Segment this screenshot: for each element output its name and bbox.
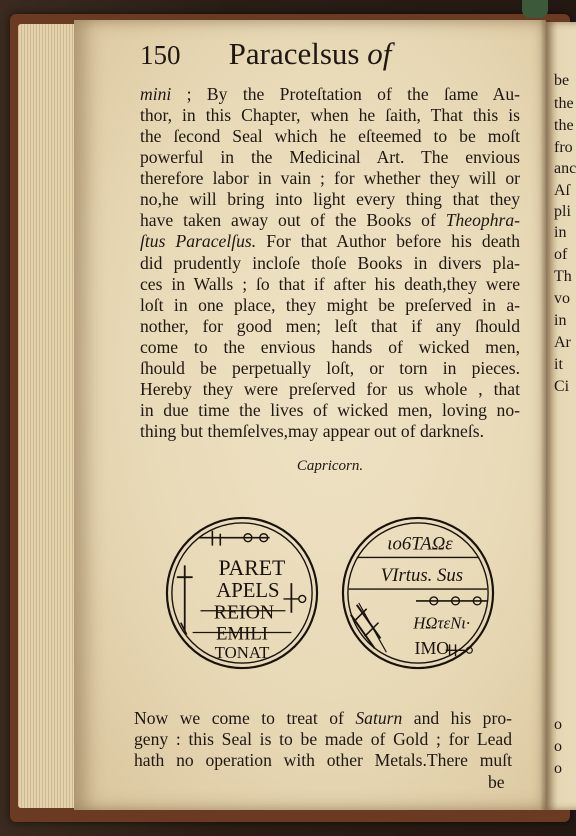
seal-left	[163, 514, 321, 672]
bottom-line: hath no operation with other Metals.There muſt	[134, 750, 512, 771]
body-line: nother, for good men; leſt that if any ſhould	[140, 315, 520, 336]
next-page-fragment: Ci	[554, 378, 570, 395]
seal-left-line-3: REION	[213, 601, 275, 624]
seal-right-top: ιο6ΤΑΩε	[387, 533, 453, 555]
next-page-fragment: it	[554, 356, 563, 373]
body-line: come to the envious hands of wicked men,	[140, 336, 520, 357]
next-page-fragment: o	[554, 760, 562, 777]
body-line: did prudently incloſe thoſe Books in divers pla-	[140, 252, 520, 273]
body-line: thing but themſelves,may appear out of darkneſs.	[140, 421, 484, 441]
caption: Capricorn.	[296, 458, 364, 474]
body-line: therefore labor in vain ; for whether they will or	[140, 168, 520, 189]
body-line: ſtus Paracelſus. For that Author before his death	[140, 231, 520, 252]
bookmark-ribbon	[522, 0, 548, 18]
bottom-line: Now we come to treat of Saturn and his pro-	[134, 708, 512, 728]
body-line: thor, in this Chapter, when he ſaith, That this is	[140, 105, 520, 126]
next-page-fragment: vo	[554, 290, 570, 307]
running-head-main: Paracelsus	[228, 36, 368, 71]
next-page-fragment: the	[554, 117, 574, 134]
body-text	[140, 84, 520, 442]
seal-left-line-2: APELS	[216, 579, 280, 602]
page-edges	[18, 24, 78, 808]
bottom-text	[134, 708, 512, 771]
body-line: in due time the lives of wicked men, loving no-	[140, 399, 520, 420]
seal-left-drawing	[163, 514, 321, 672]
next-page-fragment: Ar	[554, 334, 571, 351]
next-page-fragment: in	[554, 224, 567, 241]
body-line: the ſecond Seal which he eſteemed to be moſt	[140, 126, 520, 147]
body-line: ces in Walls ; ſo that if after his death,they were	[140, 273, 520, 294]
right-page-edge	[546, 22, 576, 810]
next-page-fragment: the	[554, 95, 574, 112]
seal-right-middle: VIrtus. Sus	[380, 565, 464, 587]
seal-left-line-1: PARET	[218, 556, 286, 581]
next-page-fragment: be	[554, 72, 570, 89]
seal-left-line-4: EMILI	[215, 623, 269, 645]
catchword: be	[488, 772, 505, 792]
body-line: powerful in the Medicinal Art. The envious	[140, 147, 520, 168]
next-page-fragment: o	[554, 738, 562, 755]
page-number: 150	[140, 40, 181, 70]
seal-right-drawing	[338, 514, 498, 672]
next-page-fragment: Aſ	[554, 182, 570, 199]
next-page-fragment: anc	[554, 160, 576, 177]
next-page-fragment: of	[554, 246, 568, 263]
body-line: loſt in one place, they might be preſerved in a-	[140, 294, 520, 315]
next-page-fragment: o	[554, 716, 562, 733]
seal-right-lower: ΗΩτεΝι·	[413, 613, 471, 633]
body-line: no,he will bring into light every thing that they	[140, 189, 520, 210]
next-page-fragment: Th	[554, 268, 572, 285]
running-head	[74, 36, 546, 72]
body-line: ſhould be perpetually loſt, or torn in pieces.	[140, 357, 520, 378]
next-page-fragment: fro	[554, 139, 573, 156]
body-line: mini ; By the Proteſtation of the ſame Au-	[140, 84, 520, 104]
body-line: have taken away out of the Books of Theophra-	[140, 210, 520, 231]
next-page-fragment: in	[554, 312, 567, 329]
next-page-fragment: pli	[554, 203, 571, 220]
seal-right	[338, 514, 498, 672]
seal-right-bottom: IMO	[414, 638, 450, 659]
running-head-italic: of	[367, 36, 392, 71]
body-line: Hereby they were preſerved for us whole , that	[140, 378, 520, 399]
bottom-line: geny : this Seal is to be made of Gold ; for Lead	[134, 729, 512, 750]
seal-left-line-5: TONAT	[214, 643, 270, 663]
